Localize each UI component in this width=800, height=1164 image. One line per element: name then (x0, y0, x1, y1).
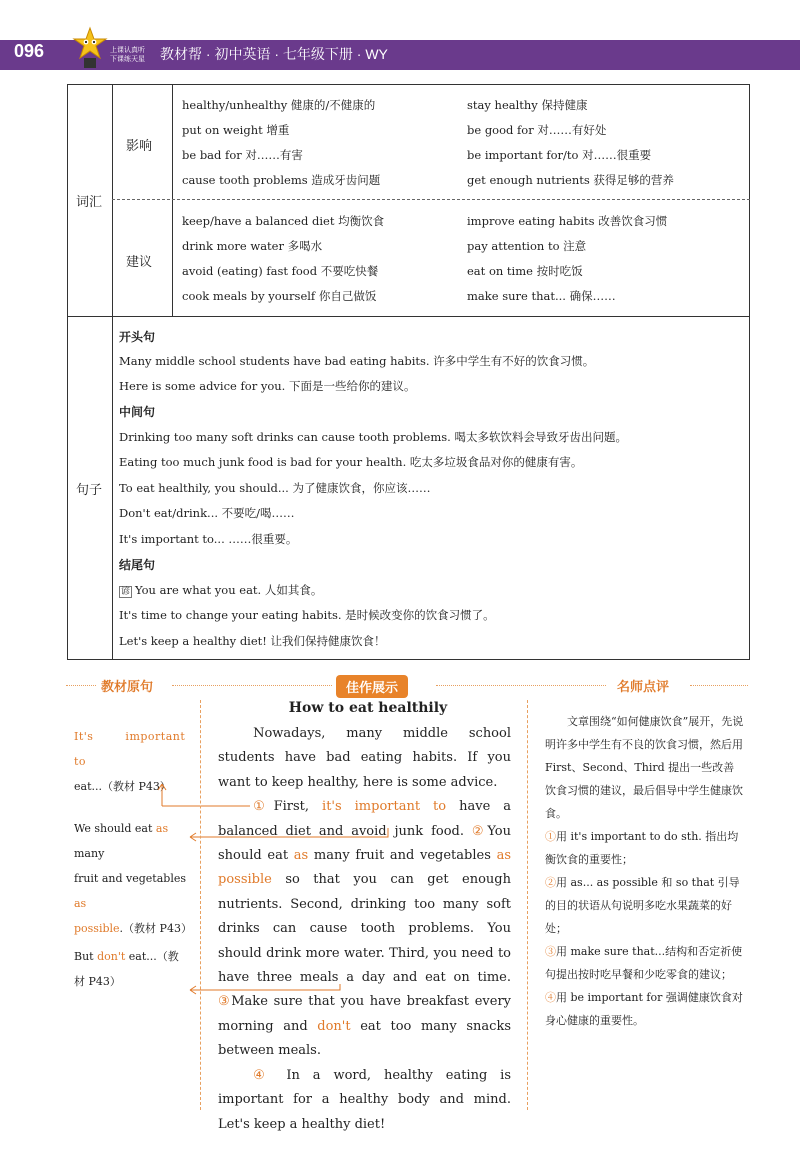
marker-4: ④ (253, 1067, 274, 1083)
comment-text: 用 make sure that...结构和否定祈使句提出按时吃早餐和少吃零食的建议； (545, 945, 743, 981)
comment-point (545, 871, 745, 940)
essay-paragraph (218, 795, 511, 1063)
advice-label: 建议 (126, 255, 153, 270)
marker-2: ② (545, 876, 556, 889)
comment-point (545, 825, 745, 871)
marker-4: ④ (545, 991, 556, 1004)
section-rule (436, 685, 606, 686)
highlight-phrase: It's important to (74, 730, 186, 768)
vocab-item: improve eating habits 改善饮食习惯 (467, 214, 668, 228)
column-separator (527, 700, 528, 1110)
note-text: But (74, 950, 98, 963)
vocab-item: be important for/to 对……很重要 (467, 148, 652, 162)
page-header (0, 0, 800, 70)
note-text: eat...（教 (125, 950, 179, 963)
proverb-badge: 谚 (121, 587, 131, 597)
vocab-item: pay attention to 注意 (467, 239, 587, 253)
note-line: 材 P43） (74, 975, 121, 988)
essay-text: Make sure that you have breakfast every morning and (218, 994, 512, 1034)
essay-text: have a balanced diet and avoid junk food. (218, 799, 511, 839)
section-rule (66, 685, 96, 686)
highlight-phrase: as possible (218, 848, 511, 888)
comment-point (545, 986, 745, 1032)
table-divider (112, 85, 113, 660)
marker-3: ③ (218, 994, 232, 1010)
vocab-item: cook meals by yourself 你自己做饭 (182, 289, 377, 303)
page-number: 096 (14, 41, 45, 61)
highlight-phrase: as (155, 822, 169, 835)
section-rule (172, 685, 332, 686)
model-essay-label: 佳作展示 (336, 675, 408, 698)
vocab-item: drink more water 多喝水 (182, 239, 323, 253)
marker-2: ② (471, 823, 488, 839)
vocab-label: 词汇 (76, 195, 103, 210)
slogan-line: 下课练天星 (110, 56, 145, 63)
opening-heading: 开头句 (119, 330, 156, 344)
sentence-item: It's important to... ……很重要。 (119, 532, 298, 546)
note-line (74, 724, 194, 774)
note-text: many (74, 847, 105, 860)
highlight-phrase: don't (97, 950, 126, 963)
highlight-phrase: it's important to (322, 799, 447, 815)
comment-point (545, 940, 745, 986)
sentence-item: Many middle school students have bad eating habits. 许多中学生有不好的饮食习惯。 (119, 354, 595, 368)
vocab-item: get enough nutrients 获得足够的营养 (467, 173, 674, 187)
sentence-text: You are what you eat. 人如其食。 (135, 583, 323, 597)
table-divider (172, 85, 173, 316)
star-mascot-icon (72, 26, 108, 70)
highlight-phrase: possible (74, 922, 120, 935)
section-rule (690, 685, 748, 686)
highlight-phrase: don't (317, 1018, 351, 1034)
vocab-item: stay healthy 保持健康 (467, 98, 588, 112)
impact-label: 影响 (126, 139, 153, 154)
vocab-item: eat on time 按时吃饭 (467, 264, 583, 278)
note-text: .（教材 P43） (119, 922, 192, 935)
row-divider (68, 316, 750, 317)
essay-paragraph (218, 1064, 511, 1137)
model-essay (218, 722, 511, 1137)
header-top (0, 0, 800, 40)
essay-text: In a word, healthy eating is important for a healthy body and mind. Let's keep a healthy diet! (218, 1067, 511, 1132)
vocab-item: avoid (eating) fast food 不要吃快餐 (182, 264, 379, 278)
middle-heading: 中间句 (119, 405, 156, 419)
essay-text: eat too many snacks between meals. (218, 1018, 511, 1059)
sentence-item: To eat healthily, you should... 为了健康饮食，你应该…… (119, 481, 431, 495)
essay-text: many fruit and vegetables (308, 848, 497, 864)
sentence-item: Let's keep a healthy diet! 让我们保持健康饮食！ (119, 634, 386, 648)
teacher-comment (545, 710, 745, 1032)
sentence-item: Don't eat/drink... 不要吃/喝…… (119, 506, 295, 520)
vocab-item: be bad for 对……有害 (182, 148, 303, 162)
vocab-item: be good for 对……有好处 (467, 123, 607, 137)
highlight-phrase: as (74, 897, 87, 910)
textbook-sentences-label: 教材原句 (101, 680, 154, 695)
vocab-item: keep/have a balanced diet 均衡饮食 (182, 214, 385, 228)
comment-text: 用 as... as possible 和 so that 引导的目的状语从句说明多吃水果蔬菜的好处； (545, 876, 740, 935)
vocab-item: make sure that... 确保…… (467, 289, 616, 303)
phrase-table (67, 84, 750, 660)
comment-text: 用 it's important to do sth. 指出均衡饮食的重要性； (545, 830, 739, 866)
vocab-item: healthy/unhealthy 健康的/不健康的 (182, 98, 376, 112)
highlight-phrase: as (293, 848, 309, 864)
sentence-item: Drinking too many soft drinks can cause tooth problems. 喝太多软饮料会导致牙齿出问题。 (119, 430, 627, 444)
header-slogan (110, 46, 145, 64)
slogan-line: 上课认真听 (110, 47, 145, 54)
marker-1: ① (545, 830, 556, 843)
note-text: We should eat (74, 822, 156, 835)
note-text: fruit and vegetables (74, 872, 186, 885)
book-title: 教材帮 · 初中英语 · 七年级下册 · WY (160, 46, 388, 62)
sentence-item (119, 582, 322, 598)
essay-text: so that you can get enough nutrients. Second, drinking too many soft drinks can cause tooth problems. You should drink more water. Third, you need to have three meals a day and eat on time. (218, 872, 511, 986)
ending-heading: 结尾句 (119, 558, 156, 572)
note-line: eat...（教材 P43） (74, 780, 171, 793)
sentence-item: Eating too much junk food is bad for your health. 吃太多垃圾食品对你的健康有害。 (119, 455, 583, 469)
vocab-item: put on weight 增重 (182, 123, 290, 137)
sentence-label: 句子 (76, 483, 103, 498)
sentence-item: Here is some advice for you. 下面是一些给你的建议。 (119, 379, 416, 393)
vocab-item: cause tooth problems 造成牙齿问题 (182, 173, 381, 187)
comment-intro: 文章围绕“如何健康饮食”展开，先说明许多中学生有不良的饮食习惯，然后用 First、Second、Third 提出一些改善饮食习惯的建议，最后倡导中学生健康饮食。 (545, 715, 744, 820)
essay-text: You should eat (218, 823, 511, 864)
teacher-comment-label: 名师点评 (617, 680, 670, 695)
essay-text: First, (273, 799, 323, 815)
sentence-item: It's time to change your eating habits. 是时候改变你的饮食习惯了。 (119, 608, 495, 622)
row-divider (112, 199, 750, 200)
essay-title: How to eat healthily (288, 700, 448, 716)
marker-3: ③ (545, 945, 556, 958)
essay-paragraph: Nowadays, many middle school students have bad eating habits. If you want to keep healthy, here is some advice. (218, 726, 511, 790)
column-separator (200, 700, 201, 1110)
marker-1: ① (253, 799, 274, 815)
comment-text: 用 be important for 强调健康饮食对身心健康的重要性。 (545, 991, 743, 1027)
